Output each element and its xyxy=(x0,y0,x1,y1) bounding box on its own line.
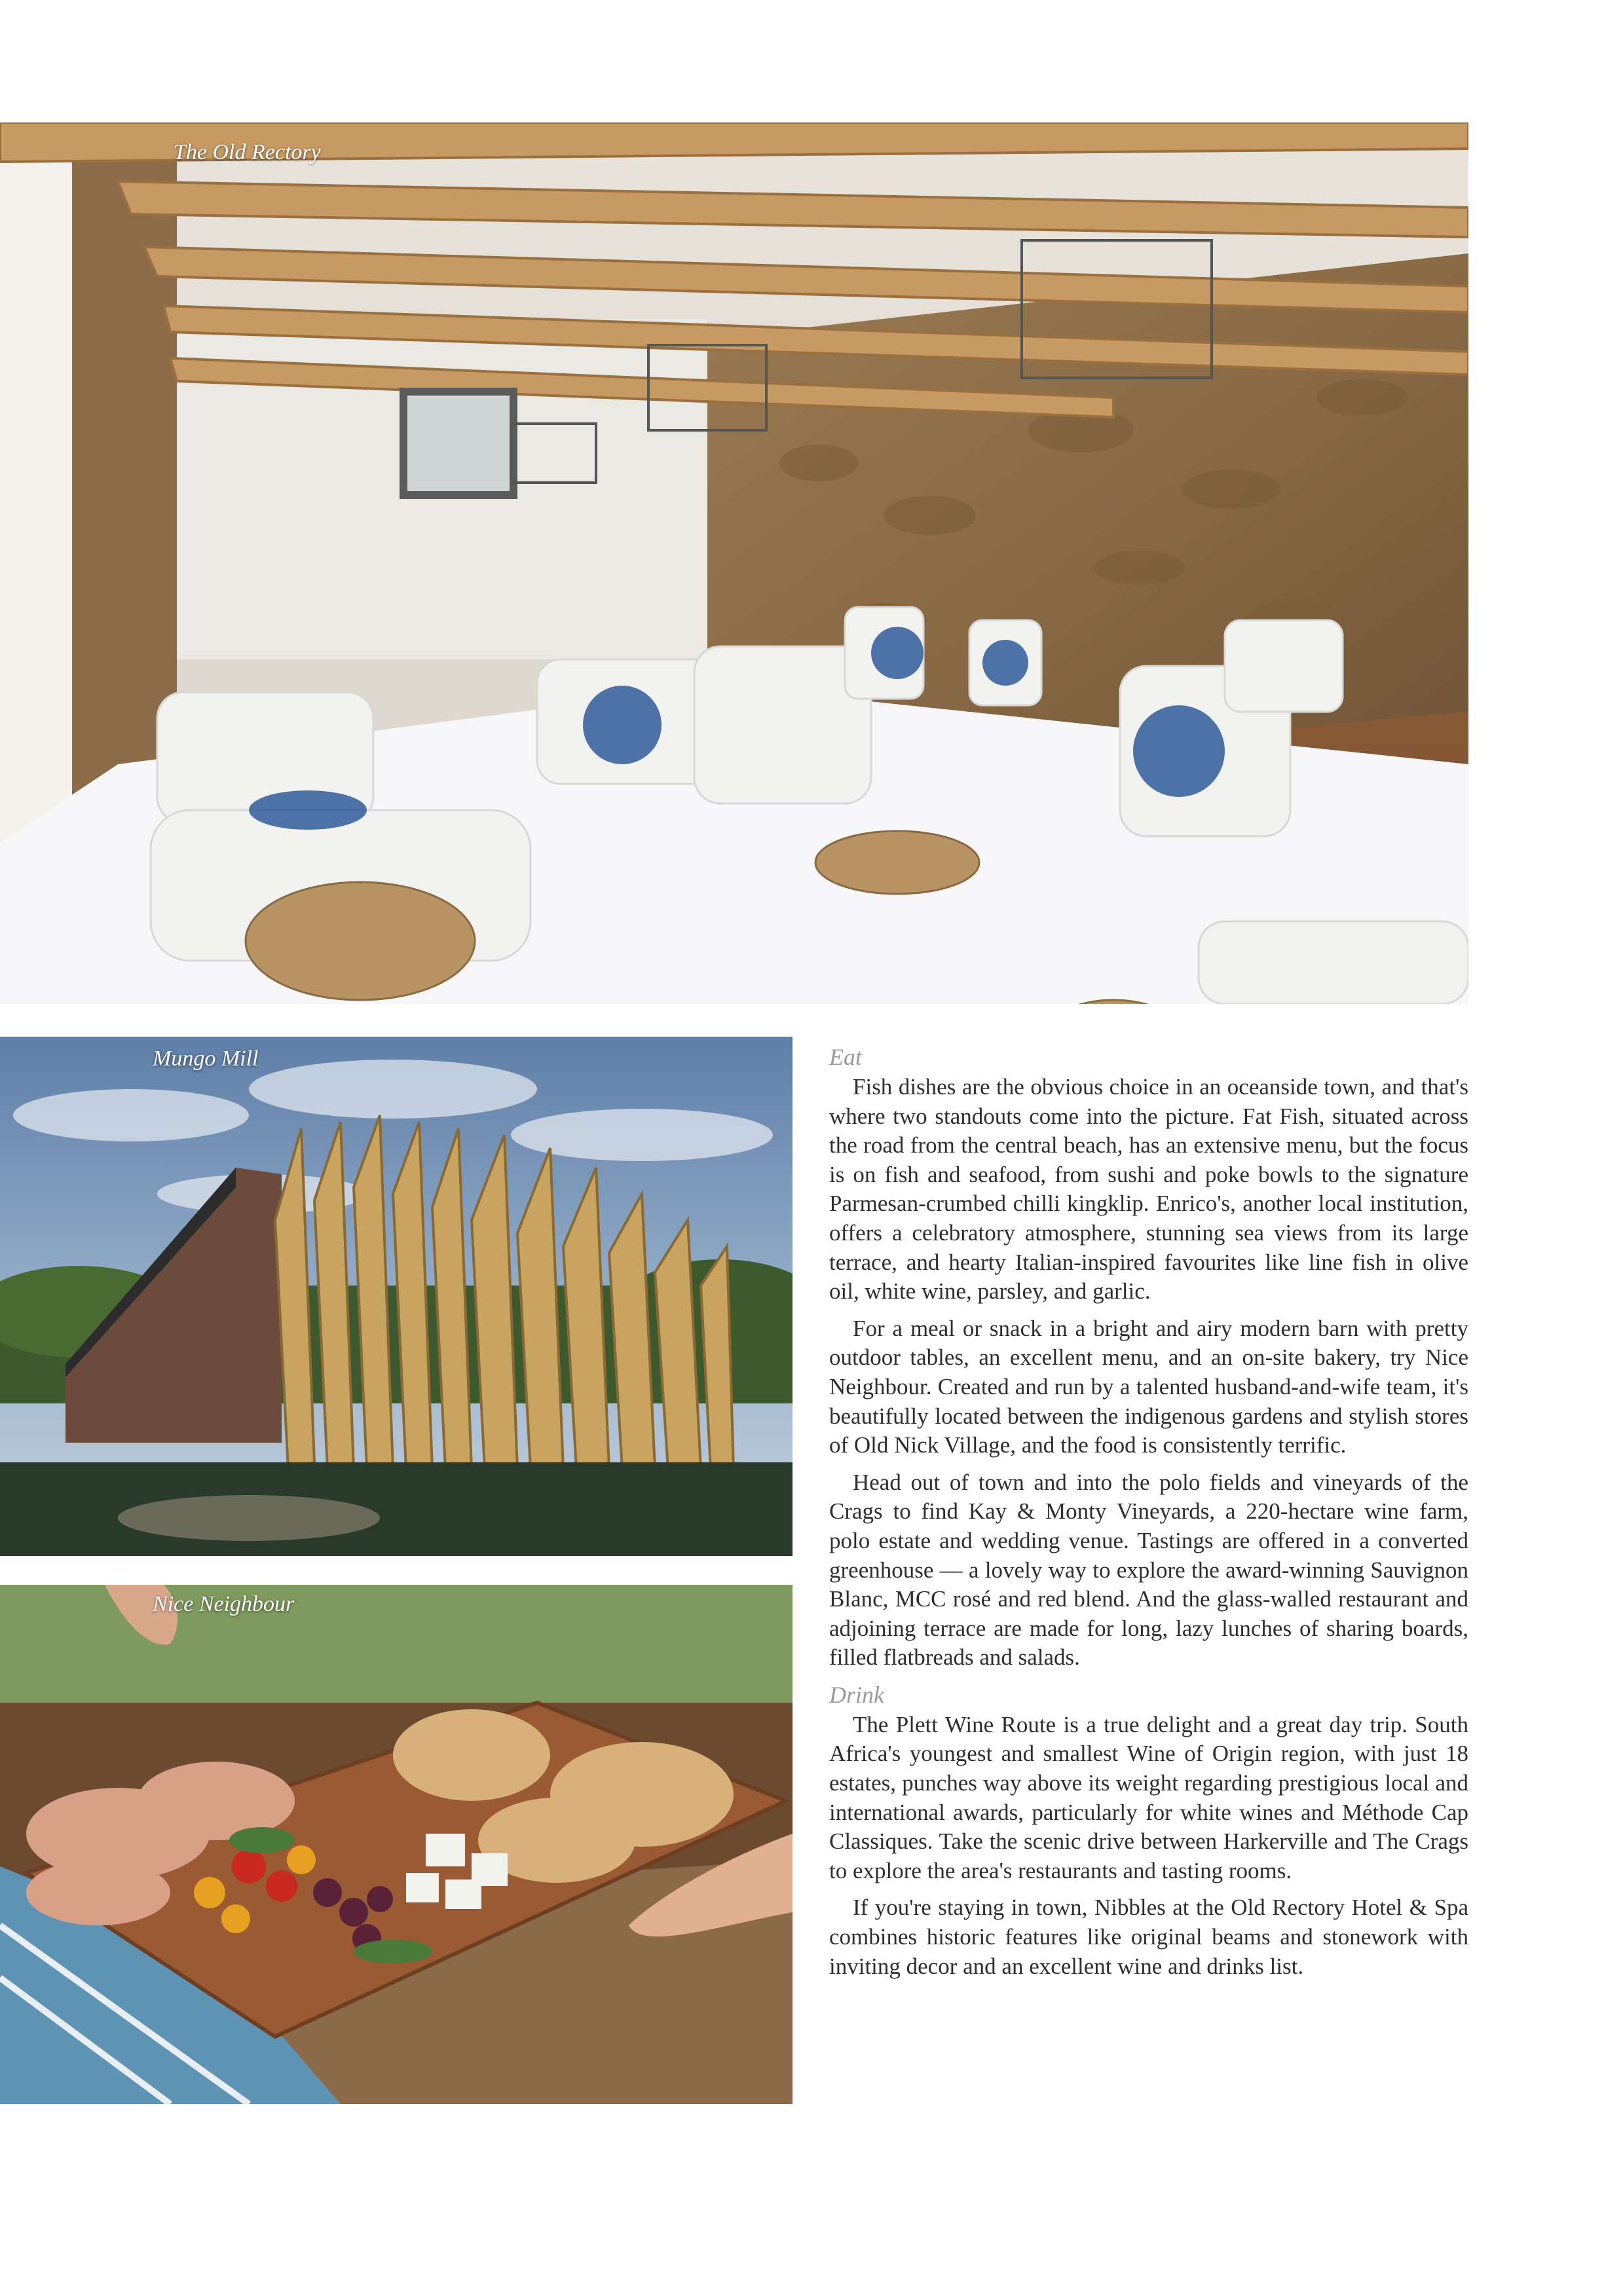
paragraph-wine-route: The Plett Wine Route is a true delight and a great day trip. South Africa's youngest and smallest Wine of Origin region, with just 18 estates, punches way above its weight regarding prestigious local and international awards, particularly for white wines and Méthode Cap Classiques. Take the scenic drive between Harkerville and The Crags to explore the area's restaurants and tasting rooms. xyxy=(829,1711,1468,1883)
mungo-mill-photo xyxy=(0,1037,793,1556)
paragraph-nice-neighbour: For a meal or snack in a bright and airy modern barn with pretty outdoor tables, an excellent menu, and an on-site bakery, try Nice Neighbour. Created and run by a talented husband-and-wife team, it's beautifully located between the indigenous gardens and stylish stores of Old Nick Village, and the food is consistently terrific. xyxy=(829,1315,1468,1458)
photo-caption-nice-neighbour: Nice Neighbour xyxy=(153,1592,295,1616)
paragraph-kay-monty: Head out of town and into the polo fields and vineyards of the Crags to find Kay & Monty Vineyards, a 220-hectare wine farm, polo estate and wedding venue. Tastings are offered in a converted greenhouse — a lovely way to explore the award-winning Sauvignon Blanc, MCC rosé and red blend. And the glass-walled restaurant and adjoining terrace are made for long, lazy lunches of sharing boards, filled flatbreads and salads. xyxy=(829,1469,1468,1671)
paragraph-nibbles: If you're staying in town, Nibbles at the Old Rectory Hotel & Spa combines historic features like original beams and stonework with inviting decor and an excellent wine and drinks list. xyxy=(829,1895,1468,1979)
paragraph-fish-dishes: Fish dishes are the obvious choice in an oceanside town, and that's where two standouts come into the picture. Fat Fish, situated across the road from the central beach, has an extensive menu, but the focus is on fish and seafood, from sushi and poke bowls to the signature Parmesan-crumbed chilli kingklip. Enrico's, another local institution, offers a celebratory atmosphere, stunning sea views from its large terrace, and hearty Italian-inspired favourites like line fish in olive oil, white wine, parsley, and garlic. xyxy=(829,1074,1468,1305)
old-rectory-photo xyxy=(0,122,1468,1004)
photo-caption-mungo-mill: Mungo Mill xyxy=(153,1046,259,1071)
restaurant-interior-image xyxy=(0,122,1468,1004)
article-text xyxy=(829,1043,1468,1989)
section-heading-drink: Drink xyxy=(829,1681,884,1708)
nice-neighbour-photo xyxy=(0,1585,793,2104)
mill-building-image xyxy=(0,1037,793,1556)
section-heading-eat: Eat xyxy=(829,1044,862,1070)
photo-caption-old-rectory: The Old Rectory xyxy=(174,140,321,164)
sharing-board-image xyxy=(0,1585,793,2104)
